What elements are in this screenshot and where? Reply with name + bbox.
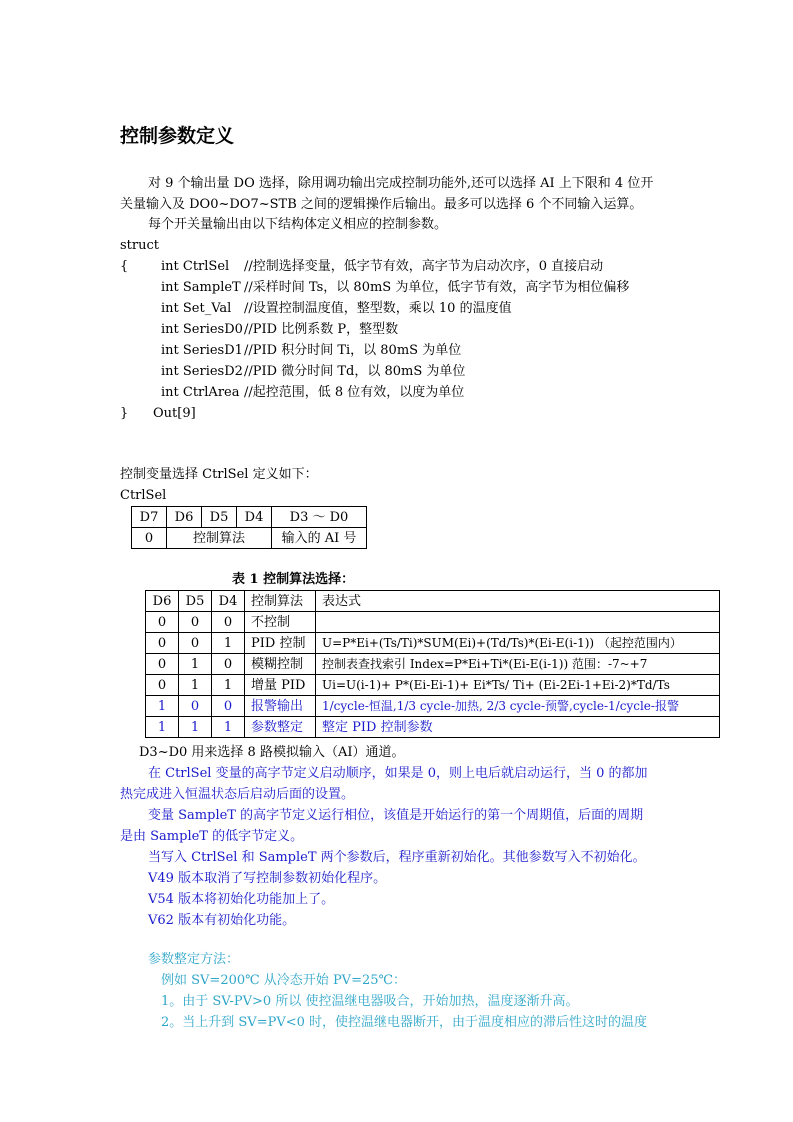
table-cell: 表达式: [316, 591, 720, 612]
table-cell: 参数整定: [245, 717, 316, 738]
struct-field-decl: int Set_Val: [161, 301, 232, 316]
table-cell: [316, 612, 720, 633]
ctrlsel-bit-table: [131, 506, 367, 549]
note-reinit: 当写入 CtrlSel 和 SampleT 两个参数后，程序重新初始化。其他参数写入不初始化。: [148, 850, 646, 865]
table-cell: D4: [212, 591, 245, 612]
note-sample-phase-line1: 变量 SampleT 的高字节定义运行相位，该值是开始运行的第一个周期值，后面的周期: [148, 808, 644, 823]
table-cell: 控制算法: [245, 591, 316, 612]
table-cell: 控制表查找索引 Index=P*Ei+Ti*(Ei-E(i-1)) 范围：-7~+7: [316, 654, 720, 675]
struct-field-comment: //PID 微分时间 Td，以 80mS 为单位: [244, 364, 466, 379]
table-cell: 1/cycle-恒温,1/3 cycle-加热, 2/3 cycle-预警,cycle-1/cycle-报警: [316, 696, 720, 717]
table-row: [146, 633, 720, 654]
intro-paragraph-line1: 对 9 个输出量 DO 选择，除用调功输出完成控制功能外,还可以选择 AI 上下限和 4 位开: [148, 176, 654, 191]
table-row: [146, 675, 720, 696]
table-cell: 0: [146, 654, 179, 675]
table-cell: 0: [146, 612, 179, 633]
tuning-example: 例如 SV=200℃ 从冷态开始 PV=25℃：: [161, 973, 407, 988]
table-cell: 整定 PID 控制参数: [316, 717, 720, 738]
table-cell: Ui=U(i-1)+ P*(Ei-Ei-1)+ Ei*Ts/ Ti+ (Ei-2Ei-1+Ei-2)*Td/Ts: [316, 675, 720, 696]
table-cell: 输入的 AI 号: [272, 528, 367, 549]
note-v54: V54 版本将初始化功能加上了。: [148, 892, 335, 907]
table-cell: 1: [212, 633, 245, 654]
table-cell: 1: [179, 717, 212, 738]
table-cell: 0: [212, 654, 245, 675]
table-cell: 0: [212, 696, 245, 717]
table-cell: 0: [146, 633, 179, 654]
ctrlsel-intro: 控制变量选择 CtrlSel 定义如下：: [120, 467, 318, 482]
intro-paragraph-line2: 关量输入及 DO0~DO7~STB 之间的逻辑操作后输出。最多可以选择 6 个不同输入运算。: [120, 197, 643, 212]
table-row: [146, 717, 720, 738]
struct-field-decl: int SeriesD2: [161, 364, 243, 379]
page-title: 控制参数定义: [120, 125, 235, 147]
struct-close-brace: }: [120, 406, 129, 421]
table-cell: 0: [179, 696, 212, 717]
table-cell: D7: [132, 507, 167, 528]
table-cell: 0: [179, 633, 212, 654]
table-cell: 增量 PID: [245, 675, 316, 696]
struct-field-decl: int SeriesD1: [161, 343, 243, 358]
tuning-step-2: 2。当上升到 SV=PV<0 时，使控温继电器断开，由于温度相应的滞后性这时的温度: [161, 1015, 648, 1030]
table-cell: 1: [212, 675, 245, 696]
note-channel-select: D3~D0 用来选择 8 路模拟输入（AI）通道。: [139, 745, 405, 760]
table-cell: 1: [179, 654, 212, 675]
table-cell: 1: [146, 696, 179, 717]
algo-table: [145, 590, 720, 738]
struct-open-brace: {: [120, 259, 129, 274]
table-cell: 报警输出: [245, 696, 316, 717]
table-cell: U=P*Ei+(Ts/Ti)*SUM(Ei)+(Td/Ts)*(Ei-E(i-1)) （起控范围内）: [316, 633, 720, 654]
table-cell: 0: [179, 612, 212, 633]
struct-field-comment: //PID 比例系数 P，整型数: [244, 322, 399, 337]
table-cell: D4: [237, 507, 272, 528]
note-v49: V49 版本取消了写控制参数初始化程序。: [148, 871, 387, 886]
table-cell: 1: [212, 717, 245, 738]
note-sample-phase-line2: 是由 SampleT 的低字节定义。: [120, 829, 304, 844]
table-cell: 0: [212, 612, 245, 633]
struct-field-decl: int SeriesD0: [161, 322, 243, 337]
struct-field-decl: int SampleT: [161, 280, 241, 295]
table-cell: 1: [179, 675, 212, 696]
struct-field-decl: int CtrlSel: [161, 259, 230, 274]
struct-field-decl: int CtrlArea: [161, 385, 240, 400]
struct-field-comment: //起控范围，低 8 位有效，以度为单位: [244, 385, 465, 400]
table-caption: 表 1 控制算法选择：: [232, 572, 355, 587]
table-cell: 控制算法: [167, 528, 272, 549]
table-row: [132, 507, 367, 528]
struct-field-comment: //采样时间 Ts，以 80mS 为单位，低字节有效，高字节为相位偏移: [244, 280, 630, 295]
struct-keyword: struct: [120, 238, 159, 253]
struct-out-name: Out[9]: [153, 406, 196, 421]
table-cell: D5: [179, 591, 212, 612]
table-row: [132, 528, 367, 549]
table-cell: D6: [167, 507, 202, 528]
table-row: [146, 612, 720, 633]
intro-paragraph-2: 每个开关量输出由以下结构体定义相应的控制参数。: [148, 217, 448, 232]
note-start-order-line2: 热完成进入恒温状态后启动后面的设置。: [120, 787, 355, 802]
table-row: [146, 591, 720, 612]
table-cell: 0: [146, 675, 179, 696]
table-cell: D3 ～ D0: [272, 507, 367, 528]
struct-field-comment: //控制选择变量，低字节有效，高字节为启动次序，0 直接启动: [244, 259, 604, 274]
table-cell: D6: [146, 591, 179, 612]
table-row: [146, 654, 720, 675]
table-cell: 模糊控制: [245, 654, 316, 675]
struct-field-comment: //PID 积分时间 Ti，以 80mS 为单位: [244, 343, 462, 358]
struct-field-comment: //设置控制温度值，整型数，乘以 10 的温度值: [244, 301, 512, 316]
table-cell: 1: [146, 717, 179, 738]
note-v62: V62 版本有初始化功能。: [148, 913, 296, 928]
note-start-order-line1: 在 CtrlSel 变量的高字节定义启动顺序，如果是 0，则上电后就启动运行，当 0 的都加: [148, 766, 648, 781]
tuning-heading: 参数整定方法：: [148, 952, 240, 967]
ctrlsel-label: CtrlSel: [120, 488, 167, 503]
table-row: [146, 696, 720, 717]
tuning-step-1: 1。由于 SV-PV>0 所以 使控温继电器吸合，开始加热，温度逐渐升高。: [161, 994, 579, 1009]
table-cell: 0: [132, 528, 167, 549]
table-cell: D5: [202, 507, 237, 528]
table-cell: 不控制: [245, 612, 316, 633]
table-cell: PID 控制: [245, 633, 316, 654]
